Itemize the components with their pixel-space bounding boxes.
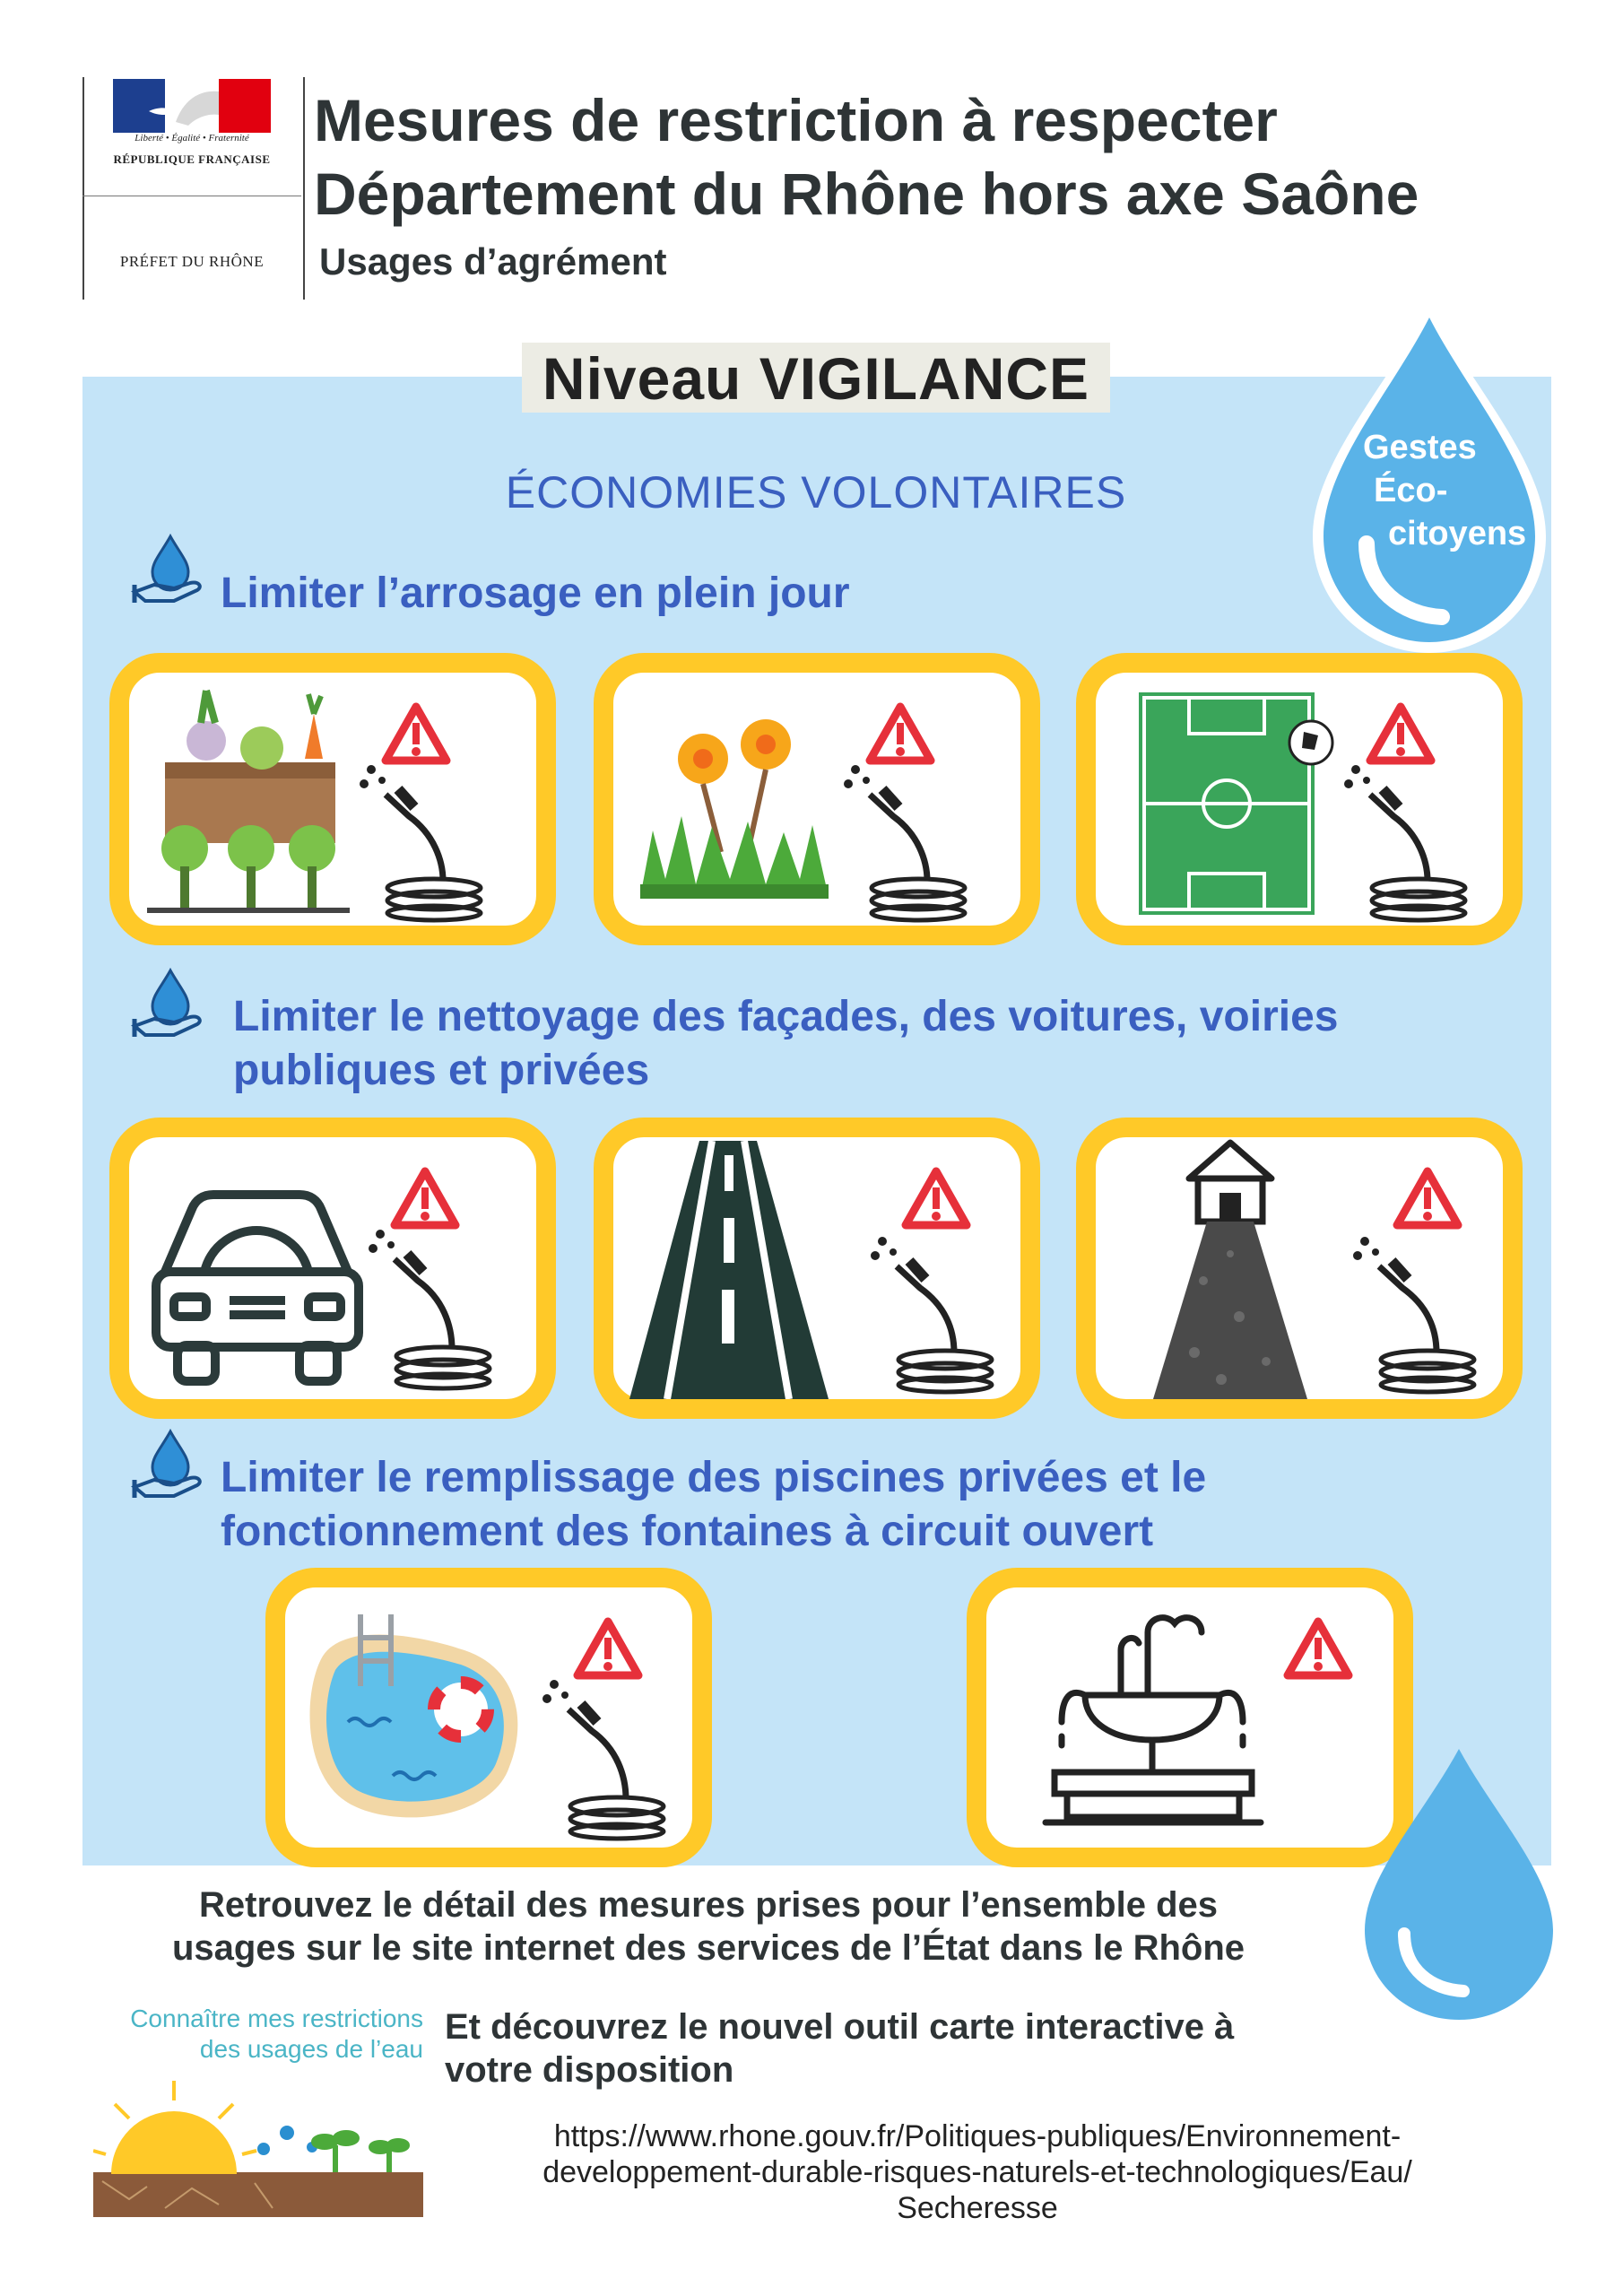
hand-water-drop-icon	[127, 963, 213, 1049]
category-heading: ÉCONOMIES VOLONTAIRES	[505, 467, 1127, 517]
logo-republic: RÉPUBLIQUE FRANÇAISE	[113, 152, 271, 166]
card-house-driveway	[1076, 1118, 1523, 1419]
info-text	[126, 1883, 1291, 1970]
house-driveway-icon	[1096, 1137, 1503, 1399]
app-title	[90, 2004, 423, 2065]
card-flowers-lawn	[594, 653, 1040, 945]
info-line2: usages sur le site internet des services de l’État dans le Rhône	[171, 1928, 1245, 1968]
app-title-line1: Connaître mes restrictions	[130, 2005, 423, 2032]
hand-water-drop-icon	[127, 529, 213, 615]
card-sports-field	[1076, 653, 1523, 945]
road-icon	[613, 1137, 1020, 1399]
badge-line3: citoyens	[1388, 515, 1527, 552]
water-drop-icon	[1359, 1745, 1558, 2023]
drought-app-logo	[93, 2074, 423, 2217]
logo-prefecture: PRÉFET DU RHÔNE	[119, 253, 265, 270]
logo-motto: Liberté • Égalité • Fraternité	[135, 133, 249, 144]
url-line1[interactable]: https://www.rhone.gouv.fr/Politiques-publiques/Environnement-	[553, 2119, 1402, 2153]
level-badge: Niveau VIGILANCE	[522, 343, 1110, 413]
section-3-heading-line1: Limiter le remplissage des piscines privées et le	[221, 1454, 1207, 1501]
card-vegetable-garden	[109, 653, 556, 945]
section-1-heading: Limiter l’arrosage en plein jour	[221, 570, 850, 617]
section-3-heading-line2: fonctionnement des fontaines à circuit ouvert	[221, 1508, 1154, 1555]
vegetable-garden-icon	[129, 673, 536, 926]
flowers-lawn-icon	[613, 673, 1020, 926]
card-fountain	[967, 1568, 1413, 1867]
swimming-pool-icon	[285, 1587, 692, 1848]
app-title-line2: des usages de l’eau	[199, 2035, 423, 2063]
card-car	[109, 1118, 556, 1419]
badge-line2: Éco-	[1374, 472, 1448, 509]
car-icon	[129, 1137, 536, 1399]
section-2-heading-line1: Limiter le nettoyage des façades, des voitures, voiries	[233, 993, 1339, 1040]
discover-text	[445, 2005, 1341, 2092]
fountain-icon	[986, 1587, 1393, 1848]
page-title-line1: Mesures de restriction à respecter	[314, 87, 1278, 153]
section-2-heading-line2: publiques et privées	[233, 1047, 650, 1094]
discover-line2: votre disposition	[445, 2050, 734, 2090]
source-url[interactable]	[484, 2118, 1471, 2226]
hand-water-drop-icon	[127, 1424, 213, 1510]
page-subtitle: Usages d’agrément	[319, 240, 667, 283]
url-line2[interactable]: developpement-durable-risques-naturels-et-technologiques/Eau/	[542, 2155, 1412, 2189]
page-title-line2: Département du Rhône hors axe Saône	[314, 161, 1419, 227]
marianne-icon	[113, 79, 271, 133]
card-swimming-pool	[265, 1568, 712, 1867]
sports-field-icon	[1096, 673, 1503, 926]
card-road	[594, 1118, 1040, 1419]
url-line3[interactable]: Secheresse	[897, 2191, 1058, 2225]
badge-line1: Gestes	[1363, 429, 1477, 466]
discover-line1: Et découvrez le nouvel outil carte interactive à	[445, 2007, 1235, 2047]
info-line1: Retrouvez le détail des mesures prises pour l’ensemble des	[199, 1885, 1218, 1925]
